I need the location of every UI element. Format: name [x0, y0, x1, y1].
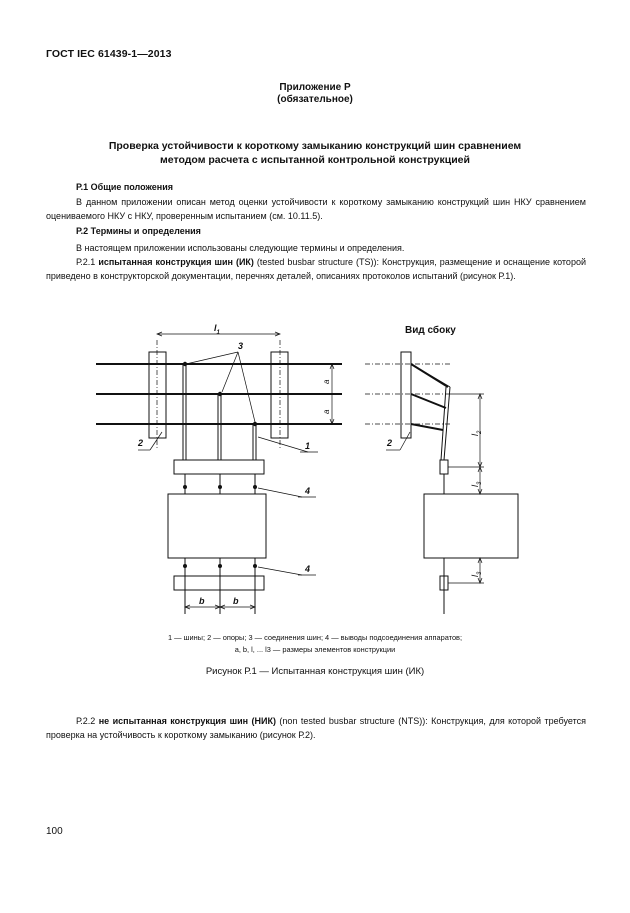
side-apparatus-box [424, 494, 518, 558]
term-p22-term: не испытанная конструкция шин (НИК) [98, 716, 276, 726]
side-busbar [411, 394, 446, 408]
document-header: ГОСТ IEC 61439-1—2013 [46, 48, 172, 60]
callout-3-leader-2 [222, 352, 238, 392]
callout-2-label: 2 [138, 438, 144, 448]
terminal-dot [218, 485, 222, 489]
terminal-dot [218, 564, 222, 568]
figure-caption: Рисунок Р.1 — Испытанная конструкция шин (ИК) [205, 666, 425, 677]
callout-3-leader-1 [186, 352, 238, 364]
section-p1-heading: Р.1 Общие положения [76, 182, 174, 192]
terminal-dot [183, 564, 187, 568]
dim-a-label-2: a [322, 409, 331, 414]
terminal-dot [253, 485, 257, 489]
callout-4-label-upper: 4 [305, 486, 311, 496]
dim-b-label-2: b [233, 596, 239, 606]
dim-l3-label-lower: $l_3$ [470, 571, 483, 577]
joint-dot [253, 422, 257, 426]
dim-l3-label-upper: $l_3$ [470, 481, 483, 487]
dim-l1-label: $l_1$ [214, 323, 220, 336]
side-busbar [411, 424, 443, 430]
apparatus-box [168, 494, 266, 558]
callout-4-leader-upper [258, 488, 302, 497]
terminal-bar-lower [174, 576, 264, 590]
joint-dot [218, 392, 222, 396]
dim-b-label-1: b [199, 596, 205, 606]
side-terminal-upper [440, 460, 448, 474]
callout-4-leader-lower [258, 567, 302, 575]
main-title-line-1: Проверка устойчивости к короткому замыканию конструкций шин сравнением [108, 140, 522, 152]
callout-2-leader [150, 432, 162, 450]
term-p22 [46, 714, 586, 742]
side-callout-2-label: 2 [387, 438, 393, 448]
dim-l2-label: $l_2$ [470, 430, 483, 436]
terminal-bar-upper [174, 460, 264, 474]
term-p21-term: испытанная конструкция шин (ИК) [98, 257, 254, 267]
callout-3-label: 3 [238, 341, 244, 351]
section-p2-intro: В настоящем приложении использованы следующие термины и определения. [76, 243, 405, 253]
side-support [401, 352, 411, 438]
appendix-title: Приложение Р [279, 82, 351, 93]
term-p22-paragraph [46, 714, 586, 742]
dim-a-label-1: a [322, 379, 331, 384]
callout-3-leader-3 [238, 352, 255, 422]
side-view-label: Вид сбоку [405, 325, 456, 336]
terminal-dot [253, 564, 257, 568]
section-p2-heading: Р.2 Термины и определения [76, 226, 201, 236]
callout-4-label-lower: 4 [305, 564, 311, 574]
term-p22-number: Р.2.2 [76, 716, 99, 726]
term-p22-definition: (non tested busbar structure (NTS)): Конструкция, для которой требуется проверка на устойчивость к короткому замыканию (рисунок Р.2). [46, 716, 586, 740]
term-p21-definition: (tested busbar structure (TS)): Конструкция, размещение и оснащение которой приведено в конструкторской документации, перечнях деталей, описаниях протоколов испытаний (рисунок Р.1). [46, 257, 586, 281]
terminal-dot [183, 485, 187, 489]
figure-legend [0, 632, 630, 656]
section-p1-paragraph: В данном приложении описан метод оценки устойчивости к короткому замыканию конструкций шин НКУ сравнением оцениваемого НКУ с НКУ, проверенным испытанием (см. 10.11.5). [46, 197, 586, 221]
legend-line-1: 1 — шины; 2 — опоры; 3 — соединения шин; 4 — выводы подсоединения аппаратов; [167, 633, 463, 642]
side-connector-top [411, 364, 450, 387]
main-title-line-2: методом расчета с испытанной контрольной конструкцией [160, 154, 470, 166]
legend-line-2: a, b, l, ... l3 — размеры элементов конструкции [234, 645, 396, 654]
callout-1-label: 1 [305, 441, 311, 451]
callout-1-leader [258, 437, 311, 452]
page-number: 100 [46, 826, 63, 837]
appendix-status: (обязательное) [277, 94, 353, 105]
term-p21-number: Р.2.1 [76, 257, 99, 267]
